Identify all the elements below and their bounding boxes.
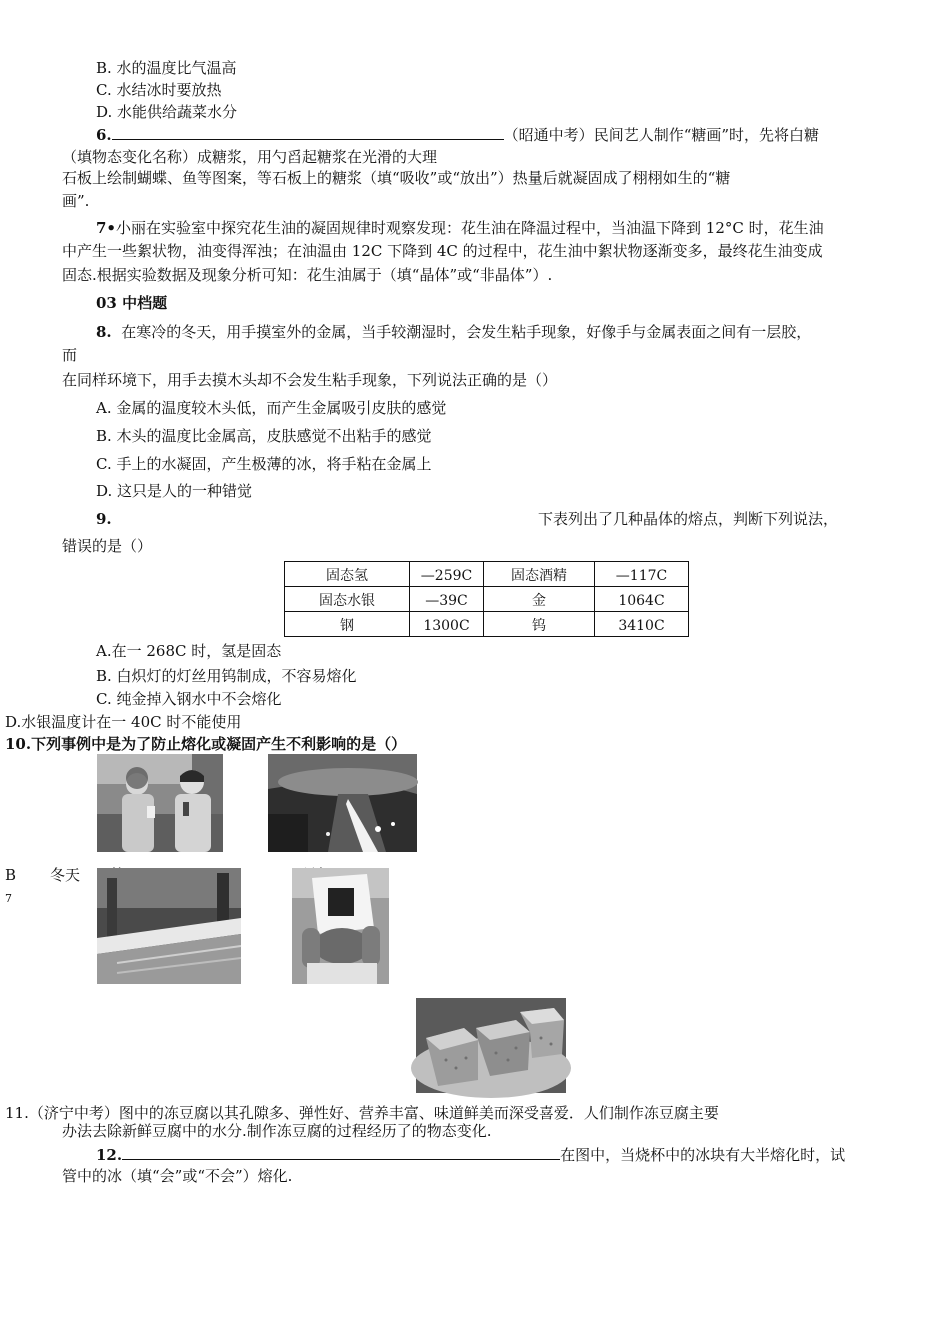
q8-line-2: 而 [62, 346, 78, 364]
q9-number: 9. [96, 510, 112, 528]
table-cell: 固态酒精 [484, 562, 595, 587]
table-cell: —39C [410, 587, 484, 612]
q9-line-2: 错误的是（） [62, 537, 153, 555]
table-row [285, 587, 689, 612]
q5-option-b: B. 水的温度比气温高 [96, 59, 237, 77]
q10-line-1: 10.下列事例中是为了防止熔化或凝固产生不利影响的是（） [5, 735, 407, 753]
table-cell: 3410C [595, 612, 689, 637]
section-heading: 03 中档题 [96, 294, 168, 312]
q6-number: 6. [96, 126, 112, 144]
q8-option-c: C. 手上的水凝固，产生极薄的冰，将手粘在金属上 [96, 455, 432, 473]
table-cell: —117C [595, 562, 689, 587]
q6-source: （昭通中考） [503, 126, 594, 144]
q11-line-2: 办法去除新鲜豆腐中的水分.制作冻豆腐的过程经历了的物态变化. [62, 1122, 492, 1140]
q8-number: 8. [96, 323, 112, 341]
table-cell: 1300C [410, 612, 484, 637]
table-cell: —259C [410, 562, 484, 587]
q8-option-b: B. 木头的温度比金属高，皮肤感觉不出粘手的感觉 [96, 427, 432, 445]
q6-answer-blank [112, 124, 504, 140]
photo-workers-icecream [97, 754, 223, 852]
q7-line-1: 7•小丽在实验室中探究花生油的凝固规律时观察发现：花生油在降温过程中，当油温下降到 12°C 时，花生油 [96, 219, 824, 237]
table-cell: 固态水银 [285, 587, 410, 612]
q9-option-a: A.在一 268C 时，氢是固态 [96, 642, 282, 660]
q8-option-a: A. 金属的温度较木头低，而产生金属吸引皮肤的感觉 [96, 399, 447, 417]
q11-line-1: 11.（济宁中考）图中的冻豆腐以其孔隙多、弹性好、营养丰富、味道鲜美而深受喜爱．人们制作冻豆腐主要 [5, 1104, 719, 1122]
q8-line-3: 在同样环境下，用手去摸木头却不会发生粘手现象，下列说法正确的是（） [62, 371, 558, 389]
q6-line-3: 石板上绘制蝴蝶、鱼等图案，等石板上的糖浆（填“吸收”或“放出”）热量后就凝固成了栩栩如生的“糖 [62, 169, 731, 187]
table-cell: 钨 [484, 612, 595, 637]
q12-line-1: 12. 在图中，当烧杯中的冰块有大半熔化时，试 [96, 1146, 846, 1164]
q10-fragment: 7 [5, 892, 12, 905]
photo-molten-metal [268, 754, 417, 852]
q5-option-c: C. 水结冰时要放热 [96, 81, 222, 99]
q9-option-c: C. 纯金掉入钢水中不会熔化 [96, 690, 282, 708]
q6-text-1: 民间艺人制作“糖画”时，先将白糖 [593, 126, 820, 144]
q6-line-4: 画”. [62, 192, 90, 210]
q10-fragment: 冬天 [50, 866, 81, 884]
photo-frozen-tofu [416, 998, 566, 1093]
q12-answer-blank [122, 1144, 560, 1160]
q9-option-d: D.水银温度计在一 40C 时不能使用 [5, 713, 242, 731]
table-row [285, 612, 689, 637]
photo-ice-block-face [292, 868, 389, 984]
q12-number: 12. [96, 1146, 123, 1164]
table-cell: 1064C [595, 587, 689, 612]
table-row [285, 562, 689, 587]
q7-line-2: 中产生一些絮状物，油变得浑浊；在油温由 12C 下降到 4C 的过程中，花生油中絮状物逐渐变多，最终花生油变成 [62, 242, 823, 260]
photo-steel-rolling [97, 868, 241, 984]
q7-line-3: 固态.根据实验数据及现象分析可知：花生油属于（填“晶体”或“非晶体”）. [62, 266, 553, 284]
table-cell: 金 [484, 587, 595, 612]
q5-option-d: D. 水能供给蔬菜水分 [96, 103, 238, 121]
q8-line-1: 8. 在寒冷的冬天，用手摸室外的金属，当手较潮湿时，会发生粘手现象，好像手与金属表面之间有一层胶， [96, 323, 812, 341]
q9-line-1: 下表列出了几种晶体的熔点，判断下列说法， [538, 510, 839, 528]
q12-line-2: 管中的冰（填“会”或“不会”）熔化. [62, 1167, 293, 1185]
q9-option-b: B. 白炽灯的灯丝用钨制成，不容易熔化 [96, 667, 357, 685]
melting-point-table [284, 561, 689, 637]
q8-option-d: D. 这只是人的一种错觉 [96, 482, 253, 500]
q10-fragment-b: B [5, 866, 17, 884]
q7-number: 7• [96, 219, 117, 237]
q6-line-1 [96, 124, 819, 146]
table-cell: 钢 [285, 612, 410, 637]
q6-line-2: （填物态变化名称）成糖浆，用勺舀起糖浆在光滑的大理 [62, 148, 438, 166]
table-cell: 固态氢 [285, 562, 410, 587]
